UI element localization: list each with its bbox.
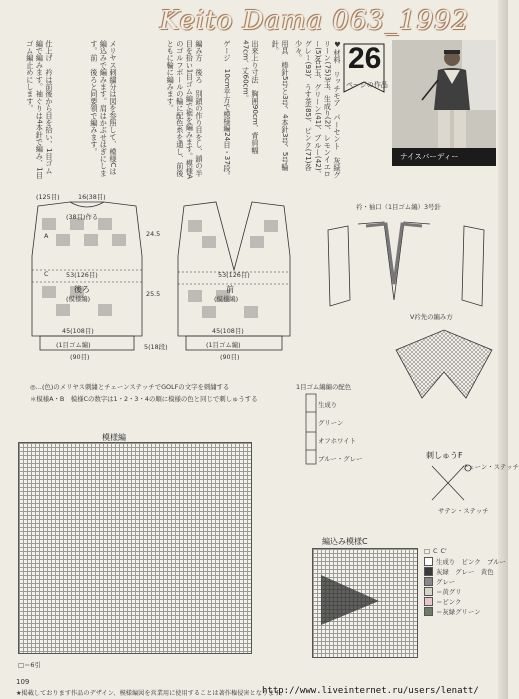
copyright-note: ★掲載しております作品のデザイン、模様編図を営業用に使用することは著作権侵害となります。 — [16, 690, 287, 697]
v-tip-diagram — [394, 322, 494, 402]
legend-row — [424, 576, 506, 586]
legend-swatch — [424, 567, 433, 576]
rib-color-title: 1目ゴム編編の配色 — [296, 383, 352, 391]
text-size: 出来上り寸法 胸囲90cm、背肩幅47cm、丈60cm。 — [241, 40, 260, 154]
dim-back-mid: 53(126目) — [66, 271, 98, 279]
note-golf: ◎…(色)のメリヤス刺繍とチェーンステッチでGOLFの文字を刺繍する — [30, 383, 230, 391]
legend-header — [424, 546, 506, 556]
dim-height-b: 25.5 — [146, 290, 161, 298]
dim-front-mid: 53(126目) — [218, 271, 250, 279]
front-title: 前 — [226, 285, 234, 294]
dim-back-ribw: (90目) — [70, 353, 90, 361]
dim-back-top: (125目) — [36, 193, 60, 201]
model-photo — [392, 40, 496, 166]
dim-front-ribw: (90目) — [220, 353, 240, 361]
dim-height-a: 24.5 — [146, 230, 161, 238]
pattern-chart-c — [312, 548, 418, 658]
grid-mark: □＝6引 — [18, 661, 41, 669]
legend-swatch — [424, 577, 433, 586]
legend-label: 灰緑 グレー 黄色 — [436, 567, 494, 576]
embroidery-note-2: サテン・ステッチ — [438, 507, 489, 515]
legend-swatch — [424, 607, 433, 616]
legend-swatch — [424, 597, 433, 606]
legend-row — [424, 566, 506, 576]
letter-a: A — [44, 232, 49, 240]
embroidery-note-1: チェーン・ステッチ — [462, 463, 519, 471]
chart-legend — [424, 546, 506, 616]
pattern-caption: ページの作品 — [346, 81, 388, 89]
v-tip-title: V衿先の編み方 — [410, 313, 453, 321]
c-grid-title: 編込み模様C — [322, 537, 368, 546]
collar-diagram — [318, 210, 494, 320]
embroidery-title: 刺しゅうF — [426, 451, 463, 460]
photo-label: ナイスバーディー — [392, 148, 496, 166]
legend-label: 生成り ピンク ブルー — [436, 557, 506, 566]
front-rib: (1目ゴム編) — [206, 341, 241, 349]
dim-back-top2: 16(38目) — [78, 193, 106, 201]
dim-front-hem: 45(108目) — [212, 327, 244, 335]
letter-c: C — [44, 270, 49, 278]
legend-label: ＝灰緑グリーン — [436, 607, 481, 616]
collar-title: 衿・袖口（1目ゴム編）3号針 — [356, 203, 441, 211]
dim-back-neck: (38目)作る — [66, 213, 99, 221]
legend-row — [424, 556, 506, 566]
legend-label: グレー — [436, 577, 456, 586]
dim-rib-h: 5(18段) — [144, 343, 168, 351]
pattern-number: 26 — [348, 42, 382, 75]
main-grid-title: 模様編 — [102, 433, 126, 442]
motif-c-triangle — [313, 549, 417, 657]
page-number: 109 — [16, 678, 30, 686]
text-finishing: 仕上げ 衿は前後から目を拾い、1目ゴム編で編みます。袖ぐりは4本針で編み、1目ゴム編止めにします。 — [25, 40, 54, 179]
legend-label: ＝黄グリ — [436, 587, 462, 596]
source-url[interactable]: http://www.liveinternet.ru/users/lenatt/ — [262, 686, 479, 696]
legend-row — [424, 606, 506, 616]
text-tools: 用具 棒針5号と3号、4本針3号、5号輪針。 — [271, 40, 290, 171]
legend-label: ＝ピンク — [436, 597, 462, 606]
back-rib: (1目ゴム編) — [56, 341, 91, 349]
text-materials: ♥材料 リッチモア パーセント 灰緑グリーン(75)3玉、生成り(2)、レモンイエロー(5)各1玉、グリーン(41)、ブルー(42)、グレー(93)、うす茶(85)、ピンク(71)各少々。 — [294, 40, 342, 179]
rib-cell-3: オフホワイト — [318, 437, 356, 445]
back-subtitle: (模様編) — [66, 295, 91, 303]
legend-header-c: C — [433, 547, 438, 555]
legend-header-c2: C' — [440, 547, 447, 555]
legend-row — [424, 586, 506, 596]
rib-cell-1: 生成り — [318, 401, 338, 409]
text-gauge: ゲージ 10cm平方で模様編24目・37段。 — [223, 40, 232, 180]
back-title: 後ろ — [74, 285, 90, 294]
text-method-back: 編み方 後ろ 別鎖の作り目をし、鎖の半目を拾い1目ゴム編で裾を編みます。模様Aのゴルフボールの輪に配色糸を通し、前後ともに輪に編みます。 — [166, 40, 204, 180]
note-embroidery-order: ＊模様A・B 模様Cの数字は1・2・3・4の順に模様の色と同じで刺しゅうする — [30, 395, 258, 403]
pattern-chart-main — [18, 442, 252, 654]
rib-cell-4: ブルー・グレー — [318, 455, 363, 463]
legend-header-sym: □ — [424, 547, 431, 555]
watermark: Keito Dama 063_1992 — [160, 6, 470, 36]
text-method-front: メリヤス刺繍分は図を参照して、模様Cは編込みで編みます。肩はかぶせはぎにします。前 後ろと同要領で編みます。 — [89, 40, 118, 177]
legend-swatch — [424, 557, 433, 566]
front-subtitle: (模様編) — [214, 295, 239, 303]
dim-back-hem: 45(108目) — [62, 327, 94, 335]
rib-cell-2: グリーン — [318, 419, 344, 427]
legend-row — [424, 596, 506, 606]
legend-swatch — [424, 587, 433, 596]
